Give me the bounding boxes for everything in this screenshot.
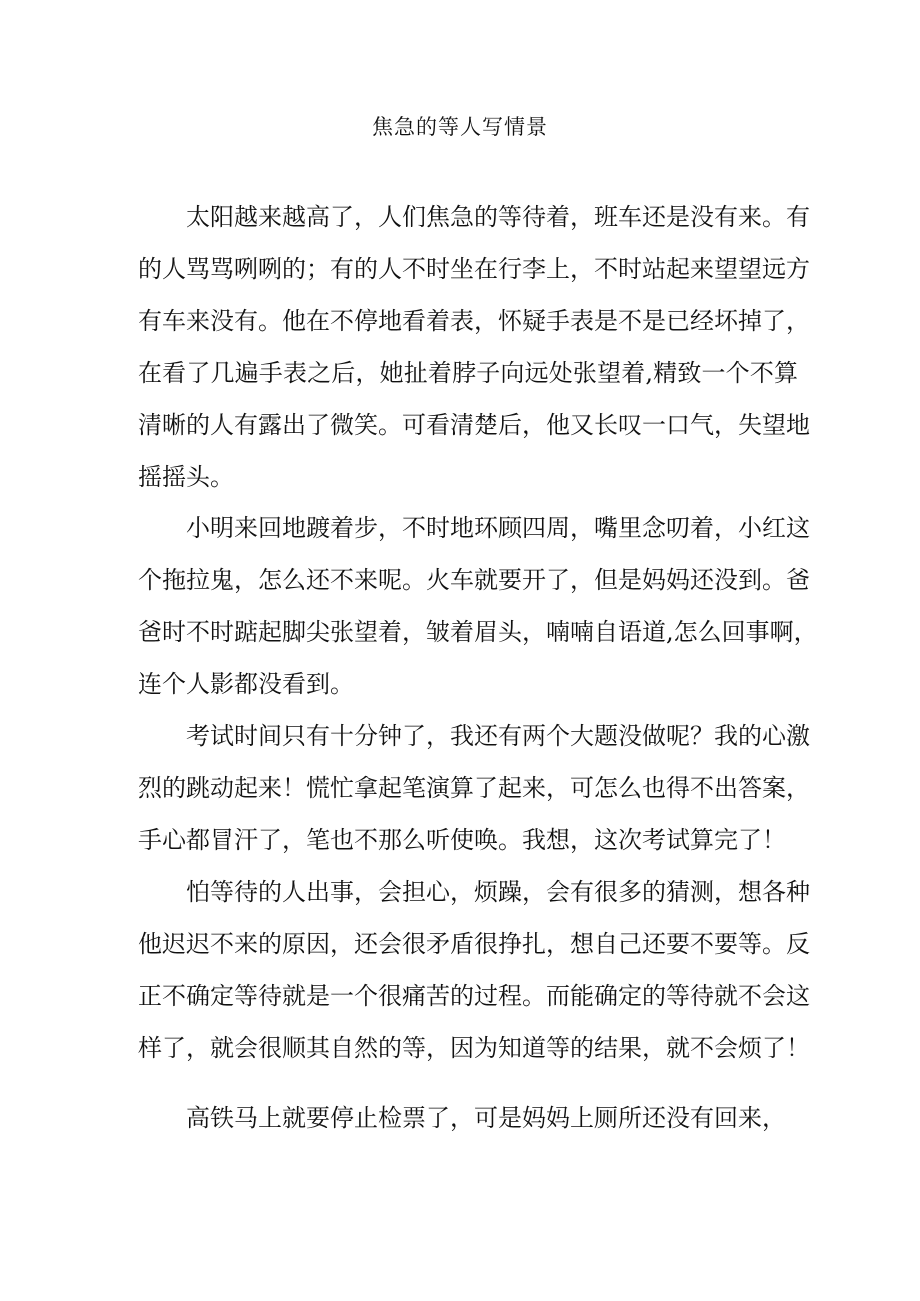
paragraph-line: 手心都冒汗了，笔也不那么听使唤。我想，这次考试算完了！ xyxy=(138,826,786,854)
paragraph-line: 高铁马上就要停止检票了，可是妈妈上厕所还没有回来， xyxy=(186,1104,786,1132)
paragraph-line: 爸时不时踮起脚尖张望着，皱着眉头，喃喃自语道,怎么回事啊， xyxy=(138,618,818,646)
paragraph-line: 的人骂骂咧咧的；有的人不时坐在行李上，不时站起来望望远方 xyxy=(138,255,810,283)
paragraph-line: 清晰的人有露出了微笑。可看清楚后，他又长叹一口气，失望地 xyxy=(138,411,810,439)
paragraph-line: 摇摇头。 xyxy=(138,463,234,491)
paragraph-line: 在看了几遍手表之后，她扯着脖子向远处张望着,精致一个不算 xyxy=(138,359,798,387)
paragraph-3 xyxy=(138,710,810,866)
paragraph-line: 连个人影都没看到。 xyxy=(138,670,354,698)
paragraph-4 xyxy=(138,866,810,1074)
paragraph-line: 正不确定等待就是一个很痛苦的过程。而能确定的等待就不会这 xyxy=(138,982,810,1010)
paragraph-line: 样了，就会很顺其自然的等，因为知道等的结果，就不会烦了！ xyxy=(138,1034,810,1062)
paragraph-line: 烈的跳动起来！慌忙拿起笔演算了起来，可怎么也得不出答案， xyxy=(138,774,810,802)
paragraph-5 xyxy=(138,1092,798,1144)
paragraph-line: 个拖拉鬼，怎么还不来呢。火车就要开了，但是妈妈还没到。爸 xyxy=(138,566,810,594)
paragraph-2 xyxy=(138,502,818,710)
document-title: 焦急的等人写情景 xyxy=(372,115,548,139)
paragraph-line: 小明来回地踱着步，不时地环顾四周，嘴里念叨着，小红这 xyxy=(186,514,810,542)
paragraph-line: 怕等待的人出事，会担心，烦躁，会有很多的猜测，想各种 xyxy=(186,878,810,906)
paragraph-1 xyxy=(138,191,810,503)
paragraph-line: 有车来没有。他在不停地看着表，怀疑手表是不是已经坏掉了， xyxy=(138,307,810,335)
paragraph-line: 考试时间只有十分钟了，我还有两个大题没做呢？我的心激 xyxy=(186,722,810,750)
paragraph-line: 太阳越来越高了，人们焦急的等待着，班车还是没有来。有 xyxy=(186,203,810,231)
paragraph-line: 他迟迟不来的原因，还会很矛盾很挣扎，想自己还要不要等。反 xyxy=(138,930,810,958)
